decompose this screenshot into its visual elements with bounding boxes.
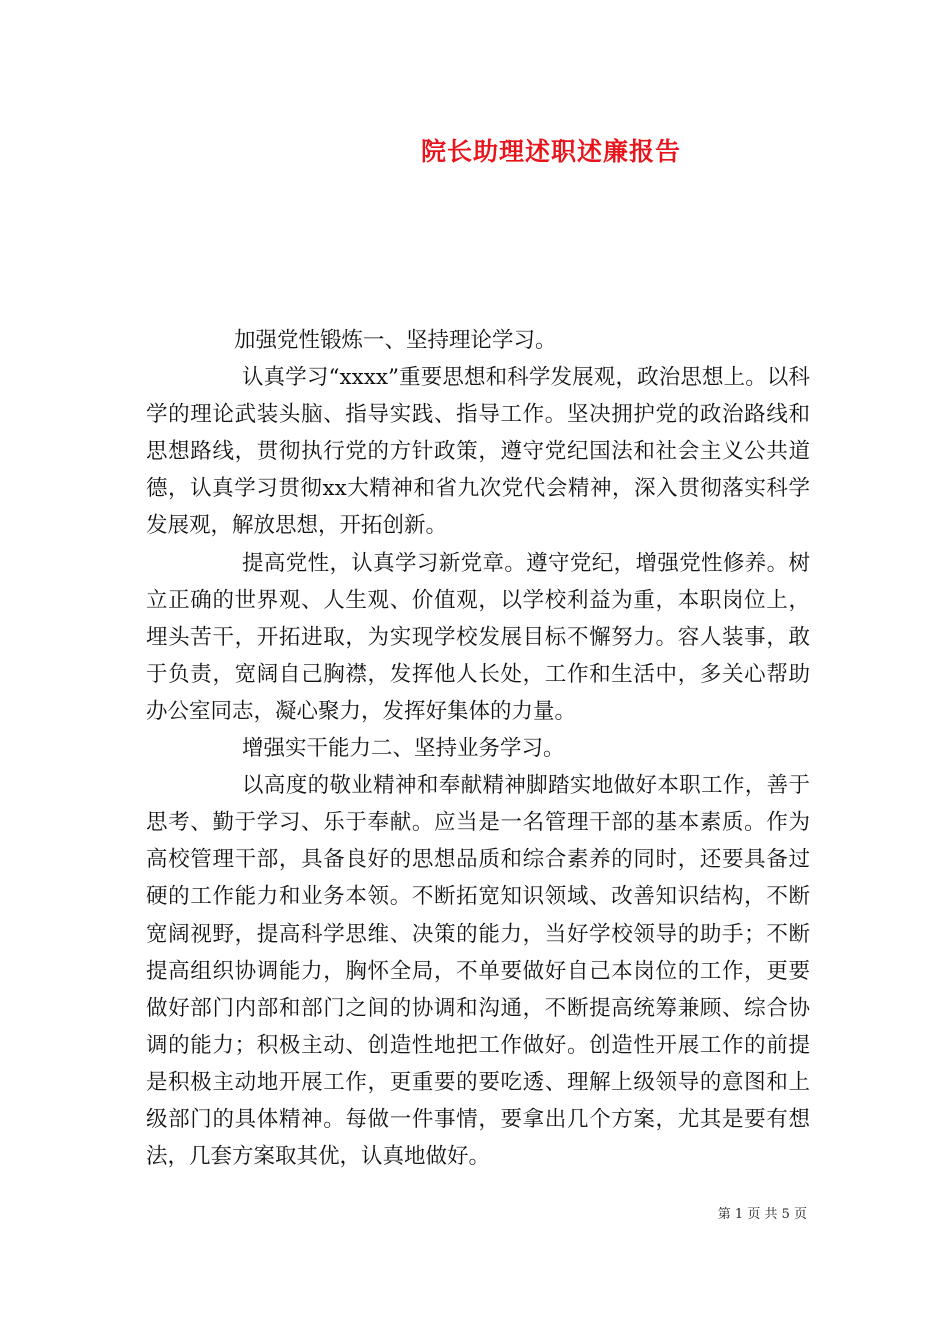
section-heading-2: 增强实干能力二、坚持业务学习。 [242, 736, 565, 762]
section-heading-1: 加强党性锻炼一、坚持理论学习。 [234, 328, 557, 353]
body-paragraph-1: 认真学习“xxxx”重要思想和科学发展观，政治思想上。以科学的理论武装头脑、指导实践、指导工作。坚决拥护党的政治路线和思想路线，贯彻执行党的方针政策，遵守党纪国法和社会主义公共道德，认真学习贯彻xx大精神和省九次党代会精神，深入贯彻落实科学发展观，解放思想，开拓创新。 [146, 365, 810, 539]
body-paragraph-2: 提高党性，认真学习新党章。遵守党纪，增强党性修养。树立正确的世界观、人生观、价值观，以学校利益为重，本职岗位上，埋头苦干，开拓进取，为实现学校发展目标不懈努力。容人装事，敢于负责，宽阔自己胸襟，发挥他人长处，工作和生活中，多关心帮助办公室同志，凝心聚力，发挥好集体的力量。 [146, 550, 810, 724]
page-number: 第 1 页 共 5 页 [717, 1207, 807, 1222]
document-body [146, 322, 810, 1175]
document-title: 院长助理述职述廉报告 [420, 137, 681, 166]
body-paragraph-3: 以高度的敬业精神和奉献精神脚踏实地做好本职工作，善于思考、勤于学习、乐于奉献。应当是一名管理干部的基本素质。作为高校管理干部，具备良好的思想品质和综合素养的同时，还要具备过硬的工作能力和业务本领。不断拓宽知识领域、改善知识结构，不断宽阔视野，提高科学思维、决策的能力，当好学校领导的助手；不断提高组织协调能力，胸怀全局，不单要做好自己本岗位的工作，更要做好部门内部和部门之间的协调和沟通，不断提高统筹兼顾、综合协调的能力；积极主动、创造性地把工作做好。创造性开展工作的前提是积极主动地开展工作，更重要的要吃透、理解上级领导的意图和上级部门的具体精神。每做一件事情，要拿出几个方案，尤其是要有想法，几套方案取其优，认真地做好。 [146, 773, 810, 1170]
